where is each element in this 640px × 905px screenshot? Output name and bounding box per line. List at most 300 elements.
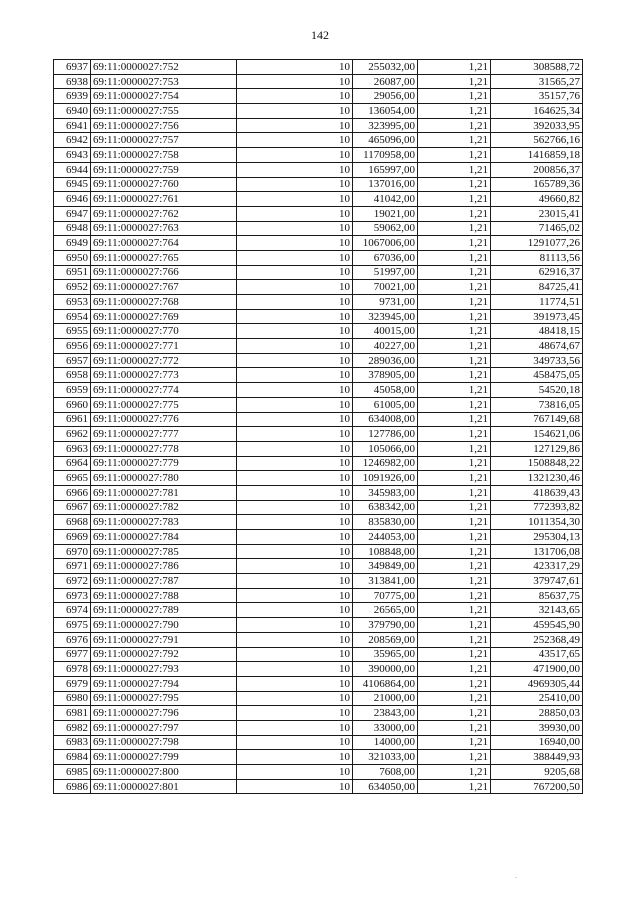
table-row <box>54 662 583 677</box>
group-cell: 10 <box>237 383 353 398</box>
group-cell: 10 <box>237 265 353 280</box>
table-row <box>54 515 583 530</box>
row-number-cell: 6962 <box>54 427 91 442</box>
cadastral-number-cell: 69:11:0000027:791 <box>91 632 237 647</box>
result-value-cell: 459545,90 <box>491 618 583 633</box>
row-number-cell: 6973 <box>54 588 91 603</box>
cadastral-number-cell: 69:11:0000027:772 <box>91 353 237 368</box>
table-row <box>54 412 583 427</box>
cadastral-number-cell: 69:11:0000027:782 <box>91 500 237 515</box>
base-value-cell: 26565,00 <box>353 603 418 618</box>
result-value-cell: 391973,45 <box>491 309 583 324</box>
cadastral-number-cell: 69:11:0000027:754 <box>91 89 237 104</box>
row-number-cell: 6946 <box>54 192 91 207</box>
base-value-cell: 323995,00 <box>353 118 418 133</box>
table-row <box>54 765 583 780</box>
group-cell: 10 <box>237 735 353 750</box>
table-row <box>54 295 583 310</box>
coefficient-cell: 1,21 <box>418 397 491 412</box>
table-row <box>54 706 583 721</box>
coefficient-cell: 1,21 <box>418 148 491 163</box>
cadastral-number-cell: 69:11:0000027:756 <box>91 118 237 133</box>
row-number-cell: 6960 <box>54 397 91 412</box>
table-row <box>54 500 583 515</box>
row-number-cell: 6967 <box>54 500 91 515</box>
group-cell: 10 <box>237 750 353 765</box>
row-number-cell: 6978 <box>54 662 91 677</box>
row-number-cell: 6957 <box>54 353 91 368</box>
group-cell: 10 <box>237 662 353 677</box>
coefficient-cell: 1,21 <box>418 206 491 221</box>
row-number-cell: 6943 <box>54 148 91 163</box>
row-number-cell: 6963 <box>54 441 91 456</box>
base-value-cell: 45058,00 <box>353 383 418 398</box>
table-row <box>54 530 583 545</box>
cadastral-number-cell: 69:11:0000027:766 <box>91 265 237 280</box>
base-value-cell: 41042,00 <box>353 192 418 207</box>
coefficient-cell: 1,21 <box>418 544 491 559</box>
cadastral-number-cell: 69:11:0000027:752 <box>91 60 237 75</box>
cadastral-number-cell: 69:11:0000027:786 <box>91 559 237 574</box>
group-cell: 10 <box>237 177 353 192</box>
group-cell: 10 <box>237 368 353 383</box>
base-value-cell: 255032,00 <box>353 60 418 75</box>
row-number-cell: 6979 <box>54 676 91 691</box>
result-value-cell: 388449,93 <box>491 750 583 765</box>
group-cell: 10 <box>237 720 353 735</box>
group-cell: 10 <box>237 603 353 618</box>
base-value-cell: 19021,00 <box>353 206 418 221</box>
coefficient-cell: 1,21 <box>418 647 491 662</box>
table-row <box>54 691 583 706</box>
coefficient-cell: 1,21 <box>418 60 491 75</box>
result-value-cell: 32143,65 <box>491 603 583 618</box>
result-value-cell: 772393,82 <box>491 500 583 515</box>
coefficient-cell: 1,21 <box>418 162 491 177</box>
result-value-cell: 25410,00 <box>491 691 583 706</box>
row-number-cell: 6968 <box>54 515 91 530</box>
group-cell: 10 <box>237 765 353 780</box>
group-cell: 10 <box>237 295 353 310</box>
base-value-cell: 1067006,00 <box>353 236 418 251</box>
table-row <box>54 280 583 295</box>
base-value-cell: 51997,00 <box>353 265 418 280</box>
coefficient-cell: 1,21 <box>418 104 491 119</box>
result-value-cell: 423317,29 <box>491 559 583 574</box>
coefficient-cell: 1,21 <box>418 221 491 236</box>
group-cell: 10 <box>237 118 353 133</box>
table-row <box>54 779 583 794</box>
cadastral-number-cell: 69:11:0000027:763 <box>91 221 237 236</box>
row-number-cell: 6940 <box>54 104 91 119</box>
group-cell: 10 <box>237 133 353 148</box>
coefficient-cell: 1,21 <box>418 427 491 442</box>
base-value-cell: 4106864,00 <box>353 676 418 691</box>
base-value-cell: 61005,00 <box>353 397 418 412</box>
group-cell: 10 <box>237 618 353 633</box>
cadastral-number-cell: 69:11:0000027:776 <box>91 412 237 427</box>
result-value-cell: 154621,06 <box>491 427 583 442</box>
row-number-cell: 6951 <box>54 265 91 280</box>
group-cell: 10 <box>237 236 353 251</box>
coefficient-cell: 1,21 <box>418 280 491 295</box>
table-row <box>54 236 583 251</box>
group-cell: 10 <box>237 515 353 530</box>
base-value-cell: 634008,00 <box>353 412 418 427</box>
row-number-cell: 6938 <box>54 74 91 89</box>
base-value-cell: 835830,00 <box>353 515 418 530</box>
result-value-cell: 1011354,30 <box>491 515 583 530</box>
base-value-cell: 165997,00 <box>353 162 418 177</box>
coefficient-cell: 1,21 <box>418 118 491 133</box>
result-value-cell: 81113,56 <box>491 250 583 265</box>
result-value-cell: 54520,18 <box>491 383 583 398</box>
group-cell: 10 <box>237 280 353 295</box>
result-value-cell: 28850,03 <box>491 706 583 721</box>
coefficient-cell: 1,21 <box>418 603 491 618</box>
base-value-cell: 29056,00 <box>353 89 418 104</box>
result-value-cell: 48674,67 <box>491 339 583 354</box>
coefficient-cell: 1,21 <box>418 133 491 148</box>
result-value-cell: 392033,95 <box>491 118 583 133</box>
base-value-cell: 321033,00 <box>353 750 418 765</box>
coefficient-cell: 1,21 <box>418 559 491 574</box>
row-number-cell: 6944 <box>54 162 91 177</box>
row-number-cell: 6974 <box>54 603 91 618</box>
group-cell: 10 <box>237 441 353 456</box>
row-number-cell: 6976 <box>54 632 91 647</box>
table-row <box>54 368 583 383</box>
result-value-cell: 9205,68 <box>491 765 583 780</box>
group-cell: 10 <box>237 779 353 794</box>
cadastral-number-cell: 69:11:0000027:783 <box>91 515 237 530</box>
row-number-cell: 6959 <box>54 383 91 398</box>
result-value-cell: 16940,00 <box>491 735 583 750</box>
coefficient-cell: 1,21 <box>418 309 491 324</box>
base-value-cell: 289036,00 <box>353 353 418 368</box>
corner-mark: . <box>515 871 517 880</box>
base-value-cell: 127786,00 <box>353 427 418 442</box>
table-row <box>54 676 583 691</box>
base-value-cell: 1091926,00 <box>353 471 418 486</box>
base-value-cell: 379790,00 <box>353 618 418 633</box>
result-value-cell: 49660,82 <box>491 192 583 207</box>
result-value-cell: 458475,05 <box>491 368 583 383</box>
group-cell: 10 <box>237 676 353 691</box>
result-value-cell: 35157,76 <box>491 89 583 104</box>
table-row <box>54 485 583 500</box>
coefficient-cell: 1,21 <box>418 485 491 500</box>
cadastral-number-cell: 69:11:0000027:753 <box>91 74 237 89</box>
group-cell: 10 <box>237 309 353 324</box>
result-value-cell: 4969305,44 <box>491 676 583 691</box>
table-row <box>54 559 583 574</box>
coefficient-cell: 1,21 <box>418 265 491 280</box>
registry-table-body <box>54 60 583 794</box>
base-value-cell: 378905,00 <box>353 368 418 383</box>
row-number-cell: 6948 <box>54 221 91 236</box>
base-value-cell: 21000,00 <box>353 691 418 706</box>
row-number-cell: 6972 <box>54 574 91 589</box>
table-row <box>54 471 583 486</box>
row-number-cell: 6964 <box>54 456 91 471</box>
row-number-cell: 6961 <box>54 412 91 427</box>
group-cell: 10 <box>237 544 353 559</box>
coefficient-cell: 1,21 <box>418 368 491 383</box>
table-row <box>54 104 583 119</box>
cadastral-number-cell: 69:11:0000027:759 <box>91 162 237 177</box>
base-value-cell: 26087,00 <box>353 74 418 89</box>
result-value-cell: 73816,05 <box>491 397 583 412</box>
result-value-cell: 85637,75 <box>491 588 583 603</box>
cadastral-number-cell: 69:11:0000027:789 <box>91 603 237 618</box>
table-row <box>54 89 583 104</box>
table-row <box>54 133 583 148</box>
coefficient-cell: 1,21 <box>418 574 491 589</box>
coefficient-cell: 1,21 <box>418 324 491 339</box>
result-value-cell: 1416859,18 <box>491 148 583 163</box>
table-row <box>54 632 583 647</box>
result-value-cell: 767149,68 <box>491 412 583 427</box>
base-value-cell: 35965,00 <box>353 647 418 662</box>
result-value-cell: 1321230,46 <box>491 471 583 486</box>
coefficient-cell: 1,21 <box>418 735 491 750</box>
base-value-cell: 638342,00 <box>353 500 418 515</box>
cadastral-number-cell: 69:11:0000027:787 <box>91 574 237 589</box>
group-cell: 10 <box>237 339 353 354</box>
cadastral-number-cell: 69:11:0000027:798 <box>91 735 237 750</box>
base-value-cell: 390000,00 <box>353 662 418 677</box>
group-cell: 10 <box>237 412 353 427</box>
base-value-cell: 33000,00 <box>353 720 418 735</box>
base-value-cell: 9731,00 <box>353 295 418 310</box>
coefficient-cell: 1,21 <box>418 515 491 530</box>
result-value-cell: 165789,36 <box>491 177 583 192</box>
coefficient-cell: 1,21 <box>418 779 491 794</box>
table-row <box>54 74 583 89</box>
row-number-cell: 6966 <box>54 485 91 500</box>
coefficient-cell: 1,21 <box>418 500 491 515</box>
table-row <box>54 250 583 265</box>
result-value-cell: 131706,08 <box>491 544 583 559</box>
cadastral-number-cell: 69:11:0000027:767 <box>91 280 237 295</box>
row-number-cell: 6954 <box>54 309 91 324</box>
cadastral-number-cell: 69:11:0000027:780 <box>91 471 237 486</box>
group-cell: 10 <box>237 221 353 236</box>
row-number-cell: 6986 <box>54 779 91 794</box>
group-cell: 10 <box>237 632 353 647</box>
row-number-cell: 6965 <box>54 471 91 486</box>
table-row <box>54 324 583 339</box>
table-row <box>54 735 583 750</box>
result-value-cell: 1508848,22 <box>491 456 583 471</box>
table-row <box>54 177 583 192</box>
result-value-cell: 379747,61 <box>491 574 583 589</box>
row-number-cell: 6984 <box>54 750 91 765</box>
group-cell: 10 <box>237 192 353 207</box>
row-number-cell: 6981 <box>54 706 91 721</box>
result-value-cell: 562766,16 <box>491 133 583 148</box>
cadastral-number-cell: 69:11:0000027:793 <box>91 662 237 677</box>
cadastral-number-cell: 69:11:0000027:792 <box>91 647 237 662</box>
coefficient-cell: 1,21 <box>418 588 491 603</box>
cadastral-number-cell: 69:11:0000027:774 <box>91 383 237 398</box>
table-row <box>54 339 583 354</box>
base-value-cell: 40227,00 <box>353 339 418 354</box>
row-number-cell: 6958 <box>54 368 91 383</box>
coefficient-cell: 1,21 <box>418 177 491 192</box>
base-value-cell: 108848,00 <box>353 544 418 559</box>
base-value-cell: 465096,00 <box>353 133 418 148</box>
result-value-cell: 39930,00 <box>491 720 583 735</box>
group-cell: 10 <box>237 74 353 89</box>
result-value-cell: 71465,02 <box>491 221 583 236</box>
table-row <box>54 162 583 177</box>
table-row <box>54 353 583 368</box>
cadastral-number-cell: 69:11:0000027:777 <box>91 427 237 442</box>
table-row <box>54 192 583 207</box>
coefficient-cell: 1,21 <box>418 471 491 486</box>
cadastral-number-cell: 69:11:0000027:755 <box>91 104 237 119</box>
result-value-cell: 43517,65 <box>491 647 583 662</box>
group-cell: 10 <box>237 353 353 368</box>
base-value-cell: 59062,00 <box>353 221 418 236</box>
cadastral-number-cell: 69:11:0000027:795 <box>91 691 237 706</box>
coefficient-cell: 1,21 <box>418 720 491 735</box>
group-cell: 10 <box>237 427 353 442</box>
base-value-cell: 7608,00 <box>353 765 418 780</box>
table-row <box>54 148 583 163</box>
base-value-cell: 349849,00 <box>353 559 418 574</box>
coefficient-cell: 1,21 <box>418 456 491 471</box>
coefficient-cell: 1,21 <box>418 383 491 398</box>
group-cell: 10 <box>237 60 353 75</box>
group-cell: 10 <box>237 324 353 339</box>
cadastral-number-cell: 69:11:0000027:765 <box>91 250 237 265</box>
cadastral-number-cell: 69:11:0000027:788 <box>91 588 237 603</box>
cadastral-number-cell: 69:11:0000027:779 <box>91 456 237 471</box>
table-row <box>54 397 583 412</box>
table-row <box>54 206 583 221</box>
group-cell: 10 <box>237 588 353 603</box>
result-value-cell: 349733,56 <box>491 353 583 368</box>
base-value-cell: 323945,00 <box>353 309 418 324</box>
base-value-cell: 40015,00 <box>353 324 418 339</box>
result-value-cell: 164625,34 <box>491 104 583 119</box>
coefficient-cell: 1,21 <box>418 250 491 265</box>
group-cell: 10 <box>237 471 353 486</box>
cadastral-number-cell: 69:11:0000027:771 <box>91 339 237 354</box>
base-value-cell: 70021,00 <box>353 280 418 295</box>
coefficient-cell: 1,21 <box>418 662 491 677</box>
coefficient-cell: 1,21 <box>418 89 491 104</box>
group-cell: 10 <box>237 706 353 721</box>
coefficient-cell: 1,21 <box>418 618 491 633</box>
group-cell: 10 <box>237 397 353 412</box>
table-row <box>54 574 583 589</box>
group-cell: 10 <box>237 574 353 589</box>
table-row <box>54 441 583 456</box>
cadastral-number-cell: 69:11:0000027:794 <box>91 676 237 691</box>
row-number-cell: 6942 <box>54 133 91 148</box>
coefficient-cell: 1,21 <box>418 530 491 545</box>
base-value-cell: 14000,00 <box>353 735 418 750</box>
coefficient-cell: 1,21 <box>418 339 491 354</box>
result-value-cell: 31565,27 <box>491 74 583 89</box>
row-number-cell: 6982 <box>54 720 91 735</box>
result-value-cell: 48418,15 <box>491 324 583 339</box>
row-number-cell: 6952 <box>54 280 91 295</box>
result-value-cell: 295304,13 <box>491 530 583 545</box>
table-row <box>54 720 583 735</box>
result-value-cell: 84725,41 <box>491 280 583 295</box>
table-row <box>54 118 583 133</box>
coefficient-cell: 1,21 <box>418 192 491 207</box>
cadastral-number-cell: 69:11:0000027:781 <box>91 485 237 500</box>
coefficient-cell: 1,21 <box>418 412 491 427</box>
cadastral-number-cell: 69:11:0000027:775 <box>91 397 237 412</box>
coefficient-cell: 1,21 <box>418 441 491 456</box>
coefficient-cell: 1,21 <box>418 295 491 310</box>
group-cell: 10 <box>237 691 353 706</box>
group-cell: 10 <box>237 485 353 500</box>
cadastral-number-cell: 69:11:0000027:785 <box>91 544 237 559</box>
table-row <box>54 265 583 280</box>
coefficient-cell: 1,21 <box>418 676 491 691</box>
base-value-cell: 137016,00 <box>353 177 418 192</box>
result-value-cell: 767200,50 <box>491 779 583 794</box>
group-cell: 10 <box>237 206 353 221</box>
table-row <box>54 221 583 236</box>
cadastral-number-cell: 69:11:0000027:757 <box>91 133 237 148</box>
table-row <box>54 603 583 618</box>
cadastral-number-cell: 69:11:0000027:761 <box>91 192 237 207</box>
row-number-cell: 6956 <box>54 339 91 354</box>
row-number-cell: 6939 <box>54 89 91 104</box>
row-number-cell: 6937 <box>54 60 91 75</box>
coefficient-cell: 1,21 <box>418 632 491 647</box>
base-value-cell: 244053,00 <box>353 530 418 545</box>
table-row <box>54 383 583 398</box>
coefficient-cell: 1,21 <box>418 74 491 89</box>
cadastral-number-cell: 69:11:0000027:790 <box>91 618 237 633</box>
cadastral-number-cell: 69:11:0000027:778 <box>91 441 237 456</box>
group-cell: 10 <box>237 250 353 265</box>
cadastral-number-cell: 69:11:0000027:760 <box>91 177 237 192</box>
cadastral-number-cell: 69:11:0000027:764 <box>91 236 237 251</box>
table-row <box>54 309 583 324</box>
base-value-cell: 136054,00 <box>353 104 418 119</box>
row-number-cell: 6980 <box>54 691 91 706</box>
result-value-cell: 471900,00 <box>491 662 583 677</box>
group-cell: 10 <box>237 104 353 119</box>
coefficient-cell: 1,21 <box>418 236 491 251</box>
group-cell: 10 <box>237 559 353 574</box>
result-value-cell: 127129,86 <box>491 441 583 456</box>
result-value-cell: 1291077,26 <box>491 236 583 251</box>
coefficient-cell: 1,21 <box>418 765 491 780</box>
cadastral-number-cell: 69:11:0000027:797 <box>91 720 237 735</box>
base-value-cell: 1170958,00 <box>353 148 418 163</box>
cadastral-number-cell: 69:11:0000027:769 <box>91 309 237 324</box>
row-number-cell: 6971 <box>54 559 91 574</box>
coefficient-cell: 1,21 <box>418 706 491 721</box>
row-number-cell: 6975 <box>54 618 91 633</box>
row-number-cell: 6955 <box>54 324 91 339</box>
cadastral-number-cell: 69:11:0000027:770 <box>91 324 237 339</box>
result-value-cell: 11774,51 <box>491 295 583 310</box>
row-number-cell: 6977 <box>54 647 91 662</box>
